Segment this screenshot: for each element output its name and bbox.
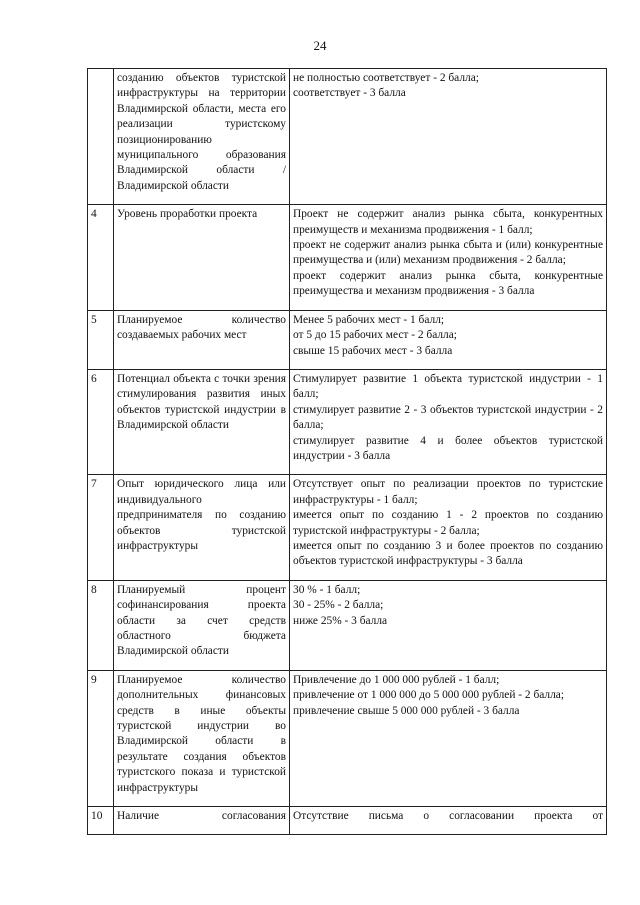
score-line: привлечение от 1 000 000 до 5 000 000 рублей - 2 балла; [293,689,564,702]
score-line: свыше 15 рабочих мест - 3 балла [293,344,453,357]
criterion-name: Уровень проработки проекта [114,205,290,310]
criterion-name: Планируемое количество создаваемых рабочих мест [114,310,290,369]
row-number: 6 [88,369,114,474]
row-number [88,69,114,205]
page-bottom-margin [0,843,640,905]
row-number: 5 [88,310,114,369]
criterion-name: Потенциал объекта с точки зрения стимулирования развития иных объектов туристской индустрии в Владимирской области [114,369,290,474]
score-line: стимулирует развитие 2 - 3 объектов туристской индустрии - 2 балла; [293,403,603,432]
score-line: Отсутствие письма о согласовании проекта от [293,810,603,823]
criteria-table [87,68,607,835]
row-number: 7 [88,475,114,580]
score-line: Отсутствует опыт по реализации проектов по туристские инфраструктуры - 1 балл; [293,478,603,506]
score-line: ниже 25% - 3 балла [293,614,388,627]
criterion-name: Планируемое количество дополнительных финансовых средств в иные объекты туристской индустрии во Владимирской области в результате создания объектов туристского показа и туристской инфраструктуры [114,670,290,806]
score-line: имеется опыт по созданию 1 - 2 проектов по созданию туристской инфраструктуры - 2 балла; [293,509,603,537]
page-number: 24 [313,38,327,53]
row-number: 8 [88,580,114,670]
criterion-name: Опыт юридического лица или индивидуального предпринимателя по созданию объектов туристской инфраструктуры [114,475,290,580]
criterion-name: Наличие согласования [114,807,290,835]
score-line: Привлечение до 1 000 000 рублей - 1 балл; [293,673,500,686]
table-row [88,69,607,205]
table-row [88,475,607,580]
row-number: 9 [88,670,114,806]
score-line: Стимулирует развитие 1 объекта туристской индустрии - 1 балл; [293,372,603,401]
table-row [88,670,607,806]
criterion-scores [290,205,607,310]
criterion-scores [290,807,607,835]
score-line: 30 - 25% - 2 балла; [293,599,384,612]
score-line: привлечение свыше 5 000 000 рублей - 3 балла [293,704,520,717]
criterion-scores [290,69,607,205]
criterion-name: Планируемый процент софинансирования проекта области за счет средств областного бюджета Владимирской области [114,580,290,670]
score-line: проект содержит анализ рынка сбыта, конкурентные преимущества и механизм продвижения - 3 балла [293,269,603,298]
score-line: имеется опыт по созданию 3 и более проектов по созданию объектов туристской инфраструктуры - 3 балла [293,539,603,568]
row-number: 10 [88,807,114,835]
table-row [88,580,607,670]
row-number: 4 [88,205,114,310]
criterion-scores [290,310,607,369]
score-line: 30 % - 1 балл; [293,583,361,596]
criterion-scores [290,475,607,580]
score-line: стимулирует развитие 4 и более объектов туристской индустрии - 3 балла [293,434,603,462]
table-row [88,807,607,835]
criterion-name: созданию объектов туристской инфраструктуры на территории Владимирской области, места его реализации туристскому позиционированию муниципального образования Владимирской области / Владимирской области [114,69,290,205]
criterion-scores [290,369,607,474]
score-line: проект не содержит анализ рынка сбыта и (или) конкурентные преимущества и (или) механизм продвижения - 2 балла; [293,239,603,267]
score-line: не полностью соответствует - 2 балла; [293,72,479,84]
table-row [88,369,607,474]
score-line: Менее 5 рабочих мест - 1 балл; [293,313,445,326]
table-row [88,205,607,310]
criterion-scores [290,670,607,806]
table-row [88,310,607,369]
score-line: Проект не содержит анализ рынка сбыта, конкурентных преимуществ и механизма продвижения - 1 балл; [293,208,603,236]
score-line: соответствует - 3 балла [293,87,406,100]
criterion-scores [290,580,607,670]
score-line: от 5 до 15 рабочих мест - 2 балла; [293,329,457,342]
